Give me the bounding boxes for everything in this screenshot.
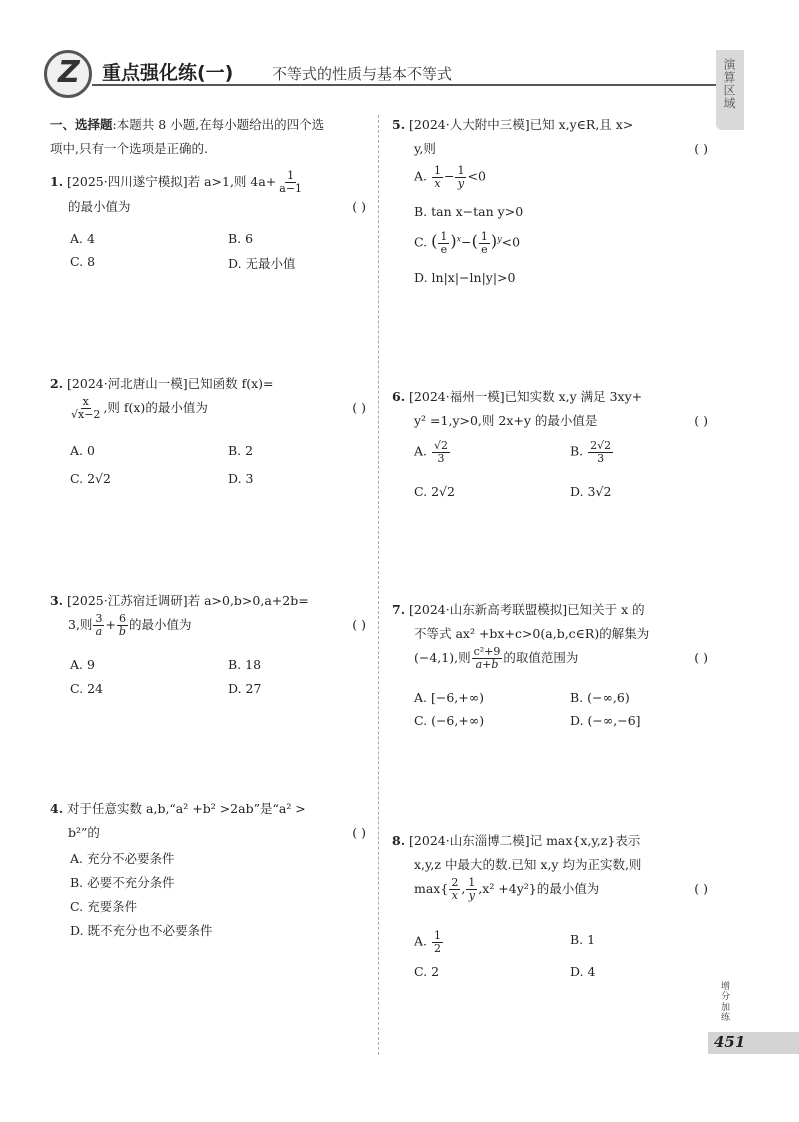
answer-paren: ( ) bbox=[352, 824, 366, 840]
question-source: [2025·四川遂宁模拟] bbox=[67, 174, 188, 189]
fraction: $\frac{x}{√x-2}$ bbox=[71, 395, 101, 421]
question-5: 5. [2024·人大附中三模]已知 x,y∈R,且 x> y,则 ( ) bbox=[392, 113, 708, 161]
q5-option-c[interactable]: C. ( $\frac{1}{e}$ )$^x$−( $\frac{1}{e}$ )$^y$<0 bbox=[414, 230, 521, 256]
q4-option-c[interactable]: C. 充要条件 bbox=[70, 899, 138, 914]
answer-paren: ( ) bbox=[352, 399, 366, 415]
question-source: [2024·福州一模] bbox=[409, 389, 505, 404]
q4-option-a[interactable]: A. 充分不必要条件 bbox=[70, 851, 175, 866]
q8-option-c[interactable]: C. 2 bbox=[414, 964, 440, 979]
answer-paren: ( ) bbox=[352, 616, 366, 632]
answer-paren: ( ) bbox=[694, 649, 708, 665]
q8-option-b[interactable]: B. 1 bbox=[570, 932, 596, 947]
fraction: $\frac{1}{a-1}$ bbox=[279, 169, 303, 195]
logo-letter: Z bbox=[58, 55, 80, 90]
q4-option-d[interactable]: D. 既不充分也不必要条件 bbox=[70, 923, 213, 938]
q3-option-a[interactable]: A. 9 bbox=[70, 657, 95, 672]
q5-option-d[interactable]: D. ln|x|−ln|y|>0 bbox=[414, 270, 516, 285]
fraction: $\frac{\text{c²+9}}{a+b}$ bbox=[473, 644, 501, 671]
q6-option-c[interactable]: C. 2√2 bbox=[414, 484, 455, 499]
q2-option-c[interactable]: C. 2√2 bbox=[70, 471, 111, 486]
q7-option-a[interactable]: A. [−6,+∞) bbox=[414, 690, 485, 705]
side-tab-label: 演算区域 bbox=[722, 58, 736, 110]
page-title: 重点强化练(一) bbox=[102, 62, 234, 84]
q3-option-b[interactable]: B. 18 bbox=[228, 657, 262, 672]
question-1: 1. [2025·四川遂宁模拟]若 a>1,则 4a+ $\frac{1}{a-1}$ 的最小值为 ( ) bbox=[50, 170, 366, 218]
question-2: 2. [2024·河北唐山一模]已知函数 f(x)= $\frac{x}{√x-2}$ ,则 f(x)的最小值为 ( ) bbox=[50, 376, 366, 421]
fraction: $\frac{6}{b}$ bbox=[118, 612, 126, 638]
q3-option-d[interactable]: D. 27 bbox=[228, 681, 262, 696]
q8-option-a[interactable]: A. $\frac{1}{2}$ bbox=[414, 929, 441, 955]
answer-paren: ( ) bbox=[694, 140, 708, 156]
q1-option-b[interactable]: B. 6 bbox=[228, 231, 254, 246]
question-source: [2024·河北唐山一模] bbox=[67, 376, 188, 391]
q3-option-c[interactable]: C. 24 bbox=[70, 681, 103, 696]
section-intro: 一、选择题:本题共 8 小题,在每小题给出的四个选 项中,只有一个选项是正确的. bbox=[50, 117, 325, 156]
question-8: 8. [2024·山东淄博二模]记 max{x,y,z}表示 x,y,z 中最大的数.已知 x,y 均为正实数,则 max{ $\frac{2}{x}$ , $\frac{1}{y}$ ,x² +4y²}的最小值为 ( ) bbox=[392, 833, 708, 902]
question-source: [2024·人大附中三模] bbox=[409, 117, 530, 132]
q6-option-b[interactable]: B. $\frac{2√2}{3}$ bbox=[570, 439, 612, 465]
header-logo bbox=[44, 50, 92, 98]
q1-option-a[interactable]: A. 4 bbox=[70, 231, 95, 246]
answer-paren: ( ) bbox=[352, 198, 366, 214]
question-4: 4. 对于任意实数 a,b,“a² +b² >2ab”是“a² > b²”的 ( ) bbox=[50, 797, 366, 845]
fraction: $\frac{2}{x}$ bbox=[451, 875, 459, 902]
side-tab bbox=[716, 50, 744, 130]
question-6: 6. [2024·福州一模]已知实数 x,y 满足 3xy+ y² =1,y>0,则 2x+y 的最小值是 ( ) bbox=[392, 385, 708, 433]
question-source: [2025·江苏宿迁调研] bbox=[67, 593, 188, 608]
q5-option-b[interactable]: B. tan x−tan y>0 bbox=[414, 204, 524, 219]
q2-option-b[interactable]: B. 2 bbox=[228, 443, 254, 458]
side-label: 增分加练 bbox=[721, 982, 731, 1024]
q7-option-b[interactable]: B. (−∞,6) bbox=[570, 690, 630, 705]
question-source: [2024·山东淄博二模] bbox=[409, 833, 530, 848]
answer-paren: ( ) bbox=[694, 412, 708, 428]
q4-option-b[interactable]: B. 必要不充分条件 bbox=[70, 875, 175, 890]
answer-paren: ( ) bbox=[694, 880, 708, 896]
question-7: 7. [2024·山东新高考联盟模拟]已知关于 x 的 不等式 ax² +bx+c>0(a,b,c∈R)的解集为 (−4,1),则 $\frac{\text{c²+9}}{a+b}$ 的取值范围为 ( ) bbox=[392, 602, 708, 671]
question-source: [2024·山东新高考联盟模拟] bbox=[409, 602, 568, 617]
page-subtitle: 不等式的性质与基本不等式 bbox=[272, 65, 453, 83]
q2-option-a[interactable]: A. 0 bbox=[70, 443, 95, 458]
section-heading: 一、选择题 bbox=[50, 117, 113, 132]
q8-option-d[interactable]: D. 4 bbox=[570, 964, 596, 979]
q2-option-d[interactable]: D. 3 bbox=[228, 471, 254, 486]
q5-option-a[interactable]: A. $\frac{1}{x}$ − $\frac{1}{y}$ <0 bbox=[414, 164, 486, 190]
fraction: $\frac{1}{y}$ bbox=[468, 875, 476, 902]
fraction: $\frac{3}{a}$ bbox=[95, 612, 103, 638]
q1-option-c[interactable]: C. 8 bbox=[70, 254, 96, 269]
q6-option-d[interactable]: D. 3√2 bbox=[570, 484, 612, 499]
q7-option-c[interactable]: C. (−6,+∞) bbox=[414, 713, 485, 728]
column-divider bbox=[378, 115, 379, 1055]
question-3: 3. [2025·江苏宿迁调研]若 a>0,b>0,a+2b= 3,则 $\frac{3}{a}$ + $\frac{6}{b}$ 的最小值为 ( ) bbox=[50, 593, 366, 638]
q1-option-d[interactable]: D. 无最小值 bbox=[228, 256, 296, 271]
q6-option-a[interactable]: A. $\frac{√2}{3}$ bbox=[414, 439, 449, 465]
q7-option-d[interactable]: D. (−∞,−6] bbox=[570, 713, 641, 728]
page-number: 451 bbox=[714, 1033, 746, 1051]
